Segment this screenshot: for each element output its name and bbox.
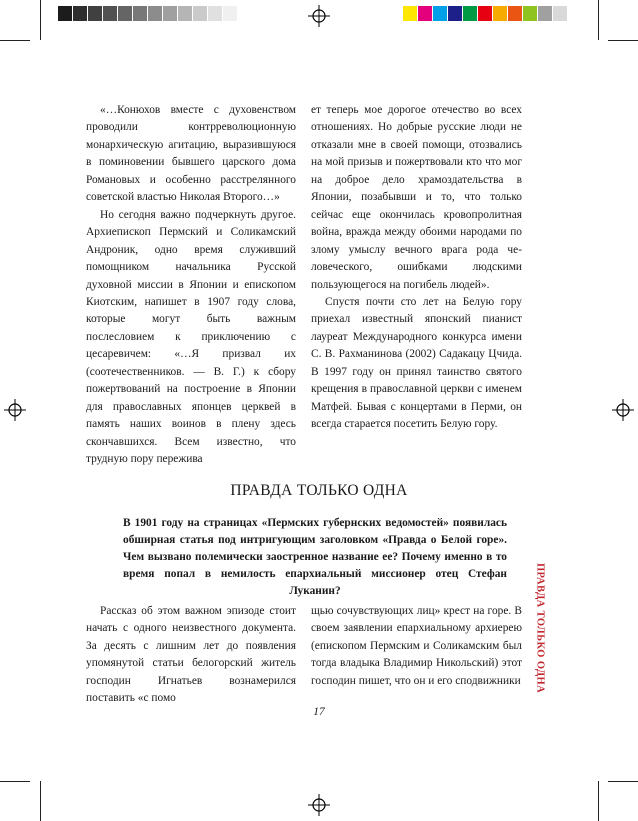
paragraph: щью сочувствующих лиц» крест на горе. В своем заявлении епархиальному архиерею (епископом Пермским и Соликамским был тогда владыка Владимир Никольский) этот господин пишет, что он и его сподвижники xyxy=(311,605,522,687)
crop-mark xyxy=(598,781,599,821)
gray-swatch xyxy=(148,6,163,21)
gray-swatch xyxy=(193,6,208,21)
crop-mark xyxy=(608,781,638,782)
color-swatch xyxy=(538,6,553,21)
top-right-column xyxy=(311,102,522,434)
gray-swatch xyxy=(73,6,88,21)
crop-mark xyxy=(40,0,41,40)
top-left-column xyxy=(86,102,296,469)
crop-mark xyxy=(40,781,41,821)
color-swatch xyxy=(448,6,463,21)
registration-mark-icon xyxy=(4,399,26,421)
crop-mark xyxy=(0,40,30,41)
gray-swatch xyxy=(103,6,118,21)
paragraph: Но сегодня важно подчеркнуть другое. Архиепископ Пермский и Соликамский Андроник, одно время служивший помощником начальника Русской духовной миссии в Японии и епископом Киотским, напишет в 1907 году слова, которые могут быть важным послесловием к приключению с цесаревичем: «…Я призвал их (соотечественников. — В. Г.) к сбору пожертвований на построение в Японии для православных японцев церквей в память наших воинов в плену здесь скончавшихся. Всем известно, что трудную пору пережива xyxy=(86,208,296,466)
gray-swatch xyxy=(223,6,238,21)
gray-swatch xyxy=(208,6,223,21)
gray-swatch xyxy=(88,6,103,21)
grayscale-calibration-bar xyxy=(58,6,238,21)
color-swatch xyxy=(478,6,493,21)
crop-mark xyxy=(0,781,30,782)
color-calibration-bar xyxy=(403,6,583,21)
color-swatch xyxy=(463,6,478,21)
color-swatch xyxy=(523,6,538,21)
gray-swatch xyxy=(118,6,133,21)
registration-mark-icon xyxy=(308,794,330,816)
gray-swatch xyxy=(58,6,73,21)
gray-swatch xyxy=(178,6,193,21)
paragraph: ет теперь мое дорогое отечество во всех отношениях. Но добрые русские люди не отказали мне в своей помощи, отозвались на мой призыв и пожертвовали кто что мог на доброе дело храмоздательства в Японии, позабывши и то, что только сейчас еще окончилась кровопролитная война, вражда между обоими народами по злому умыслу вечного врага рода человеческого, ошибками людскими пользующегося на погибель людей». xyxy=(311,104,522,291)
paragraph: Рассказ об этом важном эпизоде стоит начать с одного неизвестного документа. За десять с лишним лет до появления упомянутой статьи белогорский житель господин Игнатьев вознамерился поставить «с помо xyxy=(86,605,296,705)
page-number: 17 xyxy=(313,706,325,718)
section-title: ПРАВДА ТОЛЬКО ОДНА xyxy=(230,482,408,499)
side-running-title xyxy=(530,558,550,698)
crop-mark xyxy=(598,0,599,40)
registration-mark-icon xyxy=(612,399,634,421)
color-swatch xyxy=(403,6,418,21)
gray-swatch xyxy=(163,6,178,21)
bottom-left-column xyxy=(86,603,296,708)
side-title-text: ПРАВДА ТОЛЬКО ОДНА xyxy=(534,562,546,694)
color-swatch xyxy=(433,6,448,21)
paragraph: «…Конюхов вместе с духовенством проводили контрреволюционную монархическую агитацию, выразившуюся в поминовении бывшего царского дома Романовых и особенно расстрелянного советской властью Николая Второго…» xyxy=(86,104,296,204)
paragraph: Спустя почти сто лет на Белую гору приехал известный японский пианист лауреат Международного конкурса имени С. В. Рахманинова (2002) Садакацу Цчида. В 1997 году он принял таинство святого крещения в православной церкви с именем Матфей. Бывая с концертами в Перми, он всегда старается посетить Белую гору. xyxy=(311,295,522,431)
color-swatch xyxy=(508,6,523,21)
color-swatch xyxy=(418,6,433,21)
registration-mark-icon xyxy=(308,5,330,27)
gray-swatch xyxy=(133,6,148,21)
color-swatch xyxy=(493,6,508,21)
crop-mark xyxy=(608,40,638,41)
color-swatch xyxy=(568,6,583,21)
bottom-right-column xyxy=(311,603,522,690)
lead-paragraph: В 1901 году на страницах «Пермских губернских ведомостей» появилась обширная статья под интригующим заголовком «Правда о Белой горе». Чем вызвано полемически заостренное название ее? Почему именно в то время попал в немилость епархиальный миссионер отец Стефан Луканин? xyxy=(123,517,507,597)
color-swatch xyxy=(553,6,568,21)
